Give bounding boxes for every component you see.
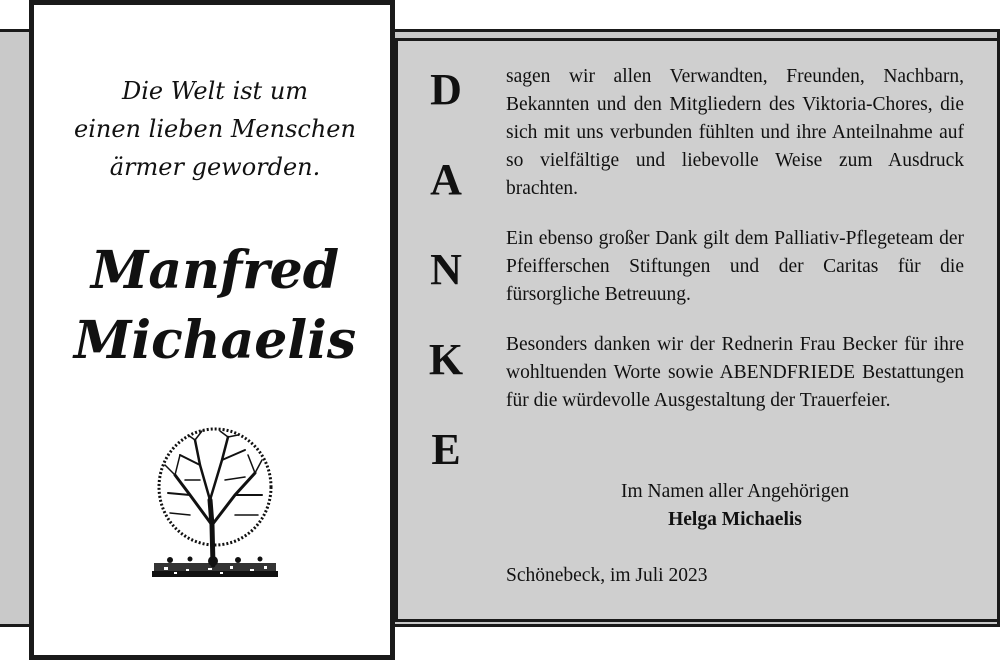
danke-letter: N (430, 245, 462, 294)
tree-icon (150, 425, 280, 595)
verse-line: Die Welt ist um (121, 77, 309, 105)
verse-line: ärmer geworden. (109, 153, 321, 181)
verse-line: einen lieben Menschen (74, 115, 356, 143)
signature-block (506, 478, 964, 534)
place-date: Schönebeck, im Juli 2023 (506, 565, 708, 586)
danke-vertical-heading (418, 62, 474, 512)
danke-letter: E (431, 425, 461, 474)
first-name: Manfred (90, 240, 340, 301)
closing-line: Im Namen aller Angehörigen (621, 481, 849, 502)
danke-letter: A (430, 155, 462, 204)
danke-letter: D (430, 65, 462, 114)
last-name: Michaelis (73, 310, 357, 371)
thanks-paragraph: Ein ebenso großer Dank gilt dem Palliativ-Pflegeteam der Pfeifferschen Stiftungen und der Caritas für die fürsorgliche Betreuung. (506, 228, 964, 305)
deceased-name (40, 236, 390, 376)
left-gray-strip (0, 32, 29, 624)
thanks-paragraph: Besonders danken wir der Rednerin Frau Becker für ihre wohltuenden Worte sowie ABENDFRIEDE Bestattungen für die würdevolle Ausgestaltung der Trauerfeier. (506, 334, 964, 411)
thanks-paragraph: sagen wir allen Verwandten, Freunden, Nachbarn, Bekannten und den Mitgliedern des Viktoria-Chores, die sich mit uns verbunden fühlten und ihre Anteilnahme auf so vielfältige und liebevolle Weise zum Ausdruck brachten. (506, 66, 964, 199)
memorial-verse (40, 72, 390, 186)
danke-letter: K (428, 335, 464, 384)
signer-name: Helga Michaelis (668, 509, 802, 530)
thanks-body (506, 63, 964, 415)
